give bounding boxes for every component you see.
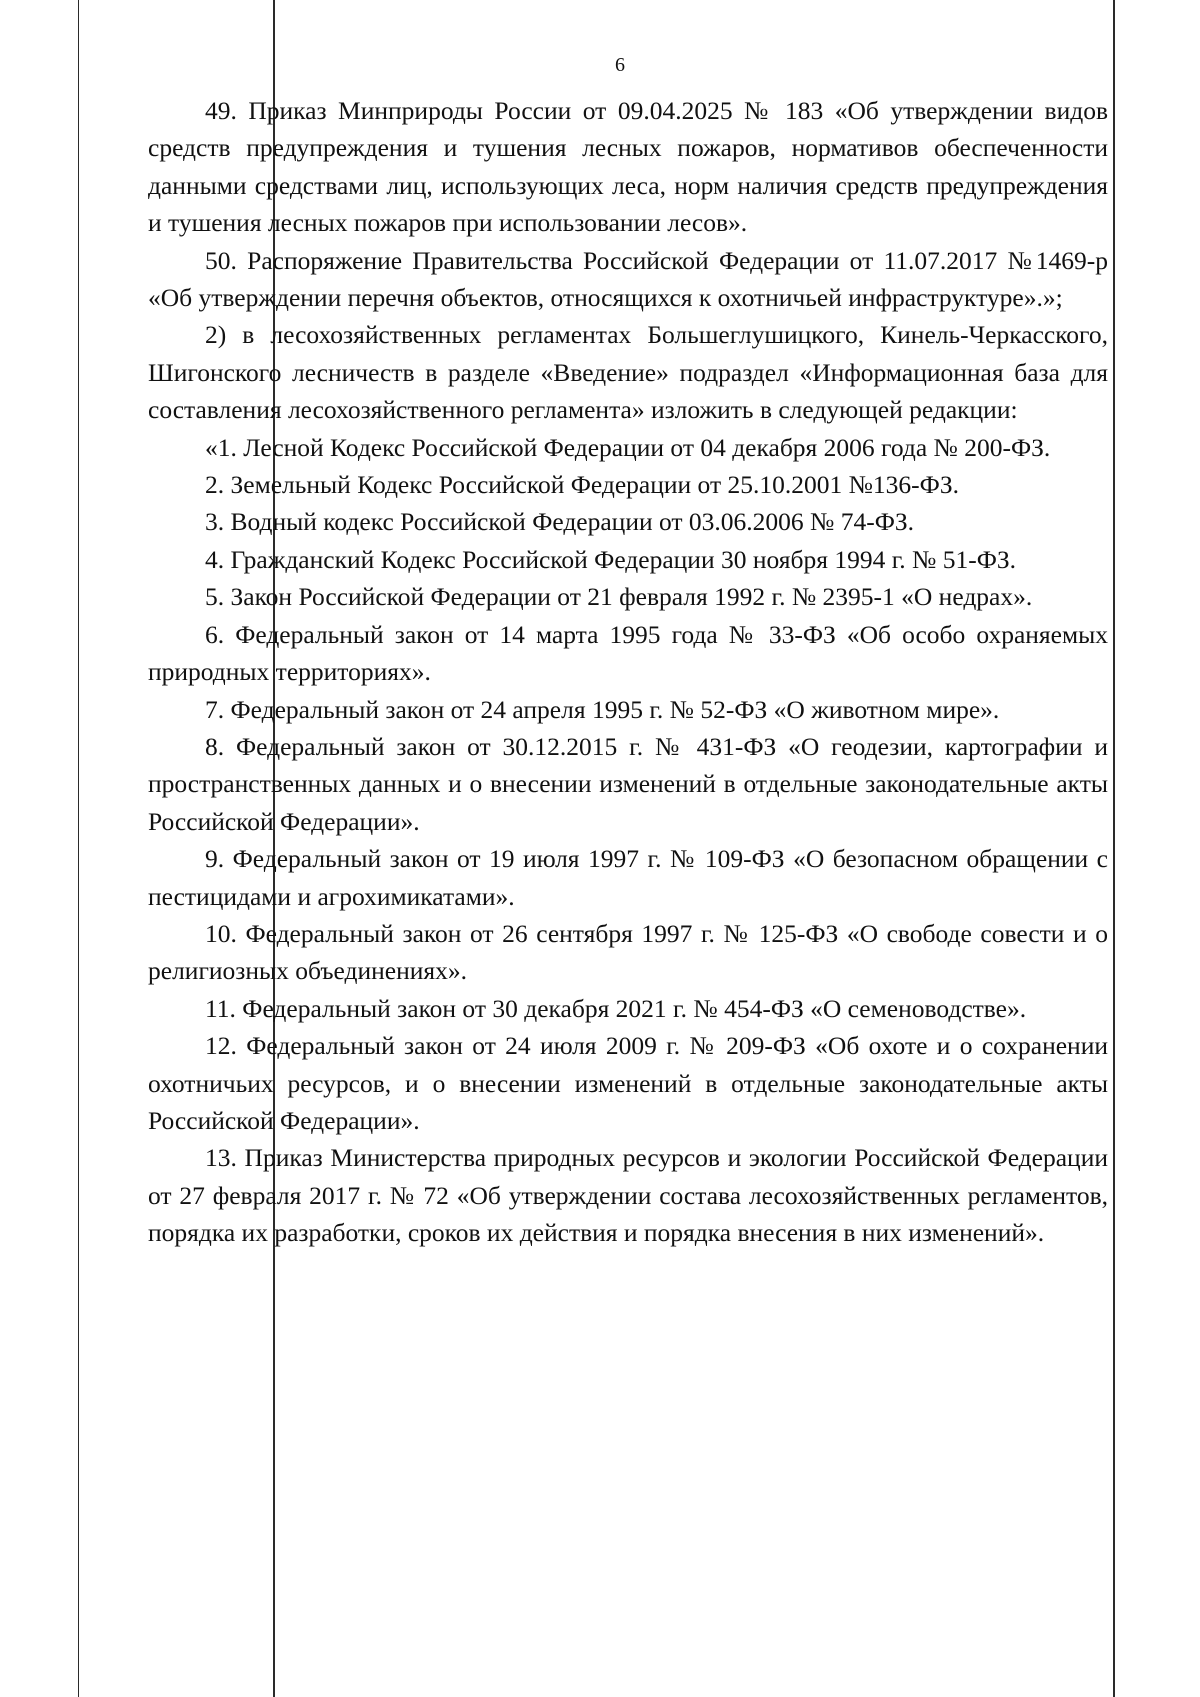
page-number: 6 bbox=[615, 54, 625, 76]
paragraph-item-12: 12. Федеральный закон от 24 июля 2009 г. № 209-ФЗ «Об охоте и о сохранении охотничьих ресурсов, и о внесении изменений в отдельные законодательные акты Российской Федерации». bbox=[148, 1031, 1108, 1135]
paragraph-item-8: 8. Федеральный закон от 30.12.2015 г. № 431-ФЗ «О геодезии, картографии и пространственных данных и о внесении изменений в отдельные законодательные акты Российской Федерации». bbox=[148, 731, 1108, 836]
paragraph-item-5: 5. Закон Российской Федерации от 21 февраля 1992 г. № 2395-1 «О недрах». bbox=[205, 582, 1033, 612]
paragraph-item-6: 6. Федеральный закон от 14 марта 1995 года № 33-ФЗ «Об особо охраняемых природных территориях». bbox=[148, 619, 1108, 687]
document-body bbox=[148, 92, 1108, 1252]
paragraph-item-50: 50. Распоряжение Правительства Российской Федерации от 11.07.2017 №1469-р «Об утверждении перечня объектов, относящихся к охотничьей инфраструктуре».»; bbox=[148, 245, 1108, 313]
paragraph-item-2: 2. Земельный Кодекс Российской Федерации от 25.10.2001 №136-ФЗ. bbox=[205, 470, 959, 500]
paragraph-item-7: 7. Федеральный закон от 24 апреля 1995 г. № 52-ФЗ «О животном мире». bbox=[205, 694, 1000, 724]
paragraph-item-3: 3. Водный кодекс Российской Федерации от 03.06.2006 № 74-ФЗ. bbox=[205, 507, 915, 537]
paragraph-item-11: 11. Федеральный закон от 30 декабря 2021 г. № 454-ФЗ «О семеноводстве». bbox=[205, 993, 1027, 1023]
scan-line-right bbox=[1113, 0, 1115, 1697]
paragraph-item-10: 10. Федеральный закон от 26 сентября 1997 г. № 125-ФЗ «О свободе совести и о религиозных объединениях». bbox=[148, 918, 1108, 986]
paragraph-item-13: 13. Приказ Министерства природных ресурсов и экологии Российской Федерации от 27 февраля 2017 г. № 72 «Об утверждении состава лесохозяйственных регламентов, порядка их разработки, сроков их действия и порядка внесения в них изменений». bbox=[148, 1143, 1108, 1248]
scan-line-left-margin bbox=[78, 0, 79, 1697]
paragraph-amendment-2: 2) в лесохозяйственных регламентах Большеглушицкого, Кинель-Черкасского, Шигонского лесничеств в разделе «Введение» подраздел «Информационная база для составления лесохозяйственного регламента» изложить в следующей редакции: bbox=[148, 320, 1108, 425]
paragraph-item-1: «1. Лесной Кодекс Российской Федерации от 04 декабря 2006 года № 200-ФЗ. bbox=[205, 432, 1051, 462]
paragraph-item-4: 4. Гражданский Кодекс Российской Федерации 30 ноября 1994 г. № 51-ФЗ. bbox=[205, 544, 1017, 574]
paragraph-item-49: 49. Приказ Минприроды России от 09.04.2025 № 183 «Об утверждении видов средств предупреждения и тушения лесных пожаров, нормативов обеспеченности данными средствами лиц, использующих леса, норм наличия средств предупреждения и тушения лесных пожаров при использовании лесов». bbox=[148, 96, 1108, 238]
paragraph-item-9: 9. Федеральный закон от 19 июля 1997 г. № 109-ФЗ «О безопасном обращении с пестицидами и агрохимикатами». bbox=[148, 844, 1108, 911]
